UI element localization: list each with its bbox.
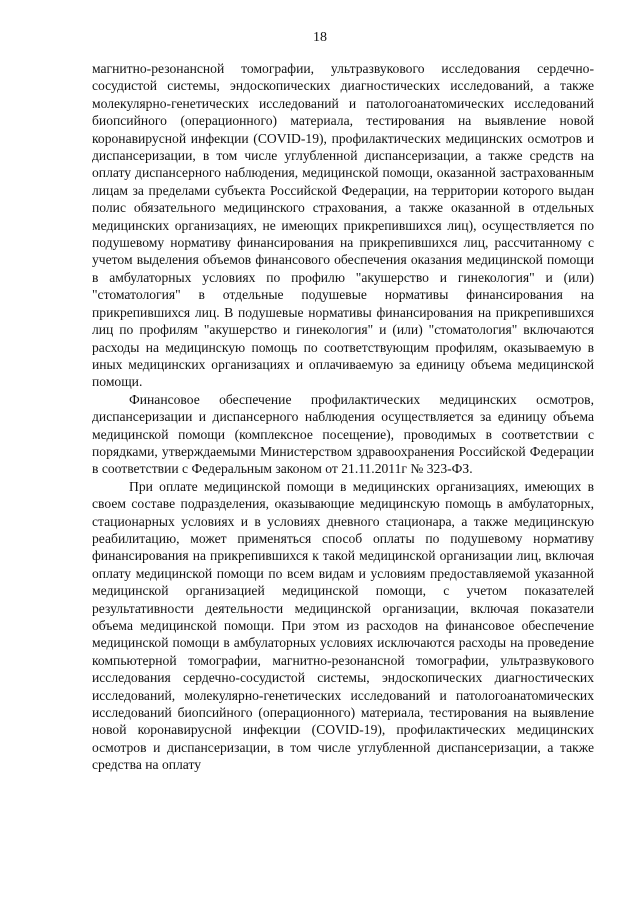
- page-number: 18: [313, 30, 327, 45]
- paragraph-1: магнитно-резонансной томографии, ультразвукового исследования сердечно-сосудистой системы, эндоскопических диагностических исследований, а также молекулярно-генетических исследований и патологоанатомических исследований биопсийного (операционного) материала, тестирования на выявление новой коронавирусной инфекции (COVID-19), профилактических медицинских осмотров и диспансеризации, в том числе углубленной диспансеризации, а также средств на оплату диспансерного наблюдения, медицинской помощи, оказанной застрахованным лицам за пределами субъекта Российской Федерации, на территории которого выдан полис обязательного медицинского страхования, а также оказанной в отдельных медицинских организациях, не имеющих прикрепившихся лиц), осуществляется по подушевому нормативу финансирования на прикрепившихся лиц, рассчитанному с учетом выделения объемов финансового обеспечения оказания медицинской помощи в амбулаторных условиях по профилю "акушерство и гинекология" и (или) "стоматология" в отдельные подушевые нормативы финансирования на прикрепившихся лиц. В подушевые нормативы финансирования на прикрепившихся лиц по профилям "акушерство и гинекология" и (или) "стоматология" включаются расходы на медицинскую помощь по соответствующим профилям, оказываемую в иных медицинских организациях и оплачиваемую за единицу объема медицинской помощи.: [92, 61, 594, 390]
- document-body: [92, 60, 594, 774]
- paragraph-3: При оплате медицинской помощи в медицинских организациях, имеющих в своем составе подразделения, оказывающие медицинскую помощь в амбулаторных, стационарных условиях и в условиях дневного стационара, а также медицинскую реабилитацию, может применяться способ оплаты по подушевому нормативу финансирования на прикрепившихся к такой медицинской организации лиц, включая оплату медицинской помощи по всем видам и условиям предоставляемой указанной медицинской организацией медицинской помощи, с учетом показателей результативности деятельности медицинской организации, включая показатели объема медицинской помощи. При этом из расходов на финансовое обеспечение медицинской помощи в амбулаторных условиях исключаются расходы на проведение компьютерной томографии, магнитно-резонансной томографии, ультразвукового исследования сердечно-сосудистой системы, эндоскопических диагностических исследований, молекулярно-генетических исследований и патологоанатомических исследований биопсийного (операционного) материала, тестирования на выявление новой коронавирусной инфекции (COVID-19), профилактических медицинских осмотров и диспансеризации, в том числе углубленной диспансеризации, а также средства на оплату: [92, 478, 594, 773]
- paragraph-2: Финансовое обеспечение профилактических медицинских осмотров, диспансеризации и диспансерного наблюдения осуществляется за единицу объема медицинской помощи (комплексное посещение), проводимых в соответствии с порядками, утверждаемыми Министерством здравоохранения Российской Федерации в соответствии с Федеральным законом от 21.11.2011г № 323-ФЗ.: [92, 391, 594, 477]
